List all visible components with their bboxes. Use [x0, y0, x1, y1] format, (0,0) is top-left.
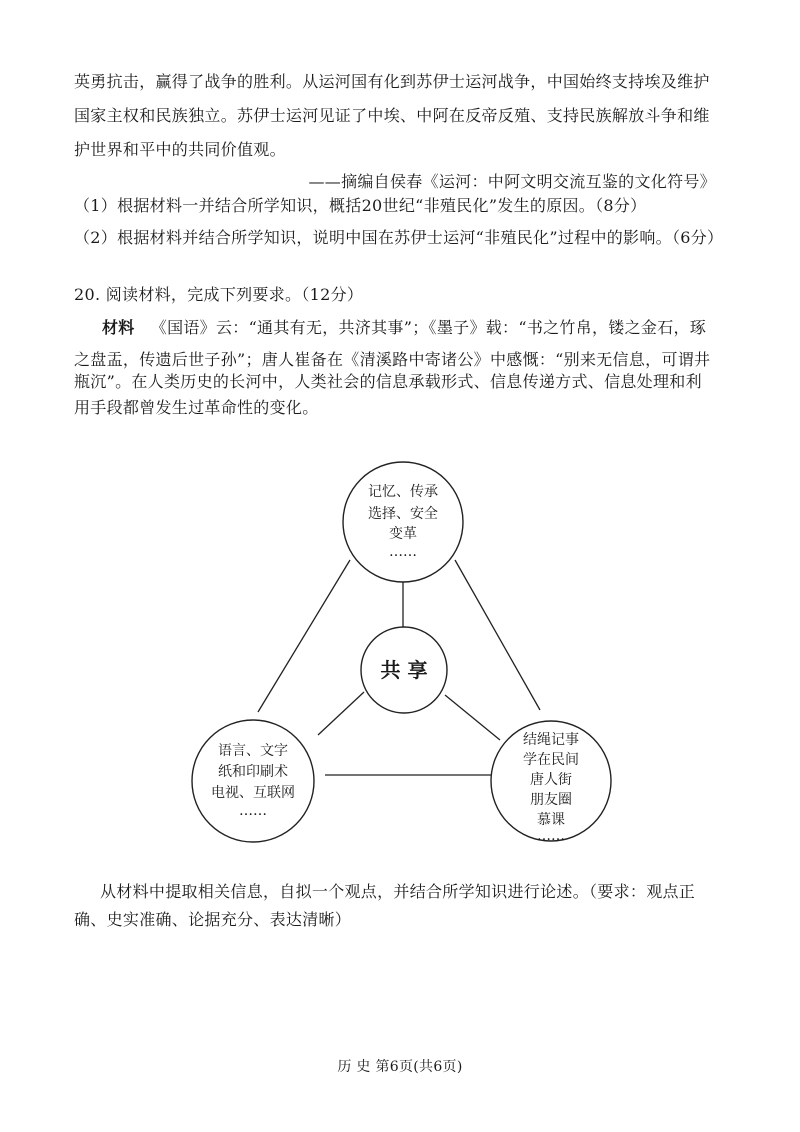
left-node-line-3: 电视、互联网 [211, 785, 295, 801]
top-node-line-2: 选择、安全 [368, 506, 438, 522]
question-19-part-2: （2）根据材料并结合所学知识，说明中国在苏伊士运河“非殖民化”过程中的影响。（6分） [74, 228, 724, 247]
center-label: 共 享 [380, 658, 428, 682]
top-node-line-3: 变革 [389, 526, 417, 542]
top-node-line-1: 记忆、传承 [368, 484, 438, 500]
page-footer: 历 史 第6页(共6页) [337, 1059, 463, 1075]
question-20-material-line-3: 瓶沉”。在人类历史的长河中，人类社会的信息承载形式、信息传递方式、信息处理和利 [74, 372, 702, 391]
edge-top-left [258, 560, 350, 712]
left-node-circle [192, 720, 314, 842]
material-19-line-2: 国家主权和民族独立。苏伊士运河见证了中埃、中阿在反帝反殖、支持民族解放斗争和维 [74, 106, 710, 125]
spoke-left [318, 692, 364, 735]
left-node-line-2: 纸和印刷术 [218, 764, 288, 780]
material-label: 材料 [102, 318, 135, 337]
question-20-material-line-4: 用手段都曾发生过革命性的变化。 [74, 398, 319, 417]
question-20-material-line-2: 之盘盂，传遗后世子孙”；唐人崔备在《清溪路中寄诸公》中感慨：“别来无信息，可谓井 [74, 350, 711, 369]
right-node-line-2: 学在民间 [523, 752, 579, 768]
right-node-line-4: 朋友圈 [530, 792, 572, 808]
question-19-part-1: （1）根据材料一并结合所学知识，概括20世纪“非殖民化”发生的原因。（8分） [74, 196, 647, 215]
material-19-citation: ——摘编自侯春《运河：中阿文明交流互鉴的文化符号》 [308, 172, 716, 191]
material-19-line-3: 护世界和平中的共同价值观。 [74, 140, 286, 159]
right-node-line-1: 结绳记事 [523, 732, 579, 748]
spoke-right [445, 695, 500, 740]
top-node-circle [343, 462, 463, 582]
question-20-task-line-1: 从材料中提取相关信息，自拟一个观点，并结合所学知识进行论述。（要求：观点正 [100, 882, 696, 901]
question-20-task-line-2: 确、史实准确、论据充分、表达清晰） [74, 910, 352, 929]
left-node-line-1: 语言、文字 [218, 743, 288, 759]
left-node-line-4: …… [239, 803, 267, 819]
right-node-line-5: 慕课 [537, 812, 565, 828]
top-node-line-4: …… [389, 544, 417, 560]
edge-top-right [455, 560, 540, 710]
question-20-heading: 20. 阅读材料，完成下列要求。（12分） [74, 285, 364, 304]
material-text-1: 《国语》云：“通其有无，共济其事”；《墨子》载：“书之竹帛，镂之金石，琢 [150, 318, 707, 337]
right-node-line-6: …… [537, 828, 565, 844]
right-node-line-3: 唐人街 [530, 772, 572, 788]
material-19-line-1: 英勇抗击，赢得了战争的胜利。从运河国有化到苏伊士运河战争，中国始终支持埃及维护 [74, 72, 710, 91]
